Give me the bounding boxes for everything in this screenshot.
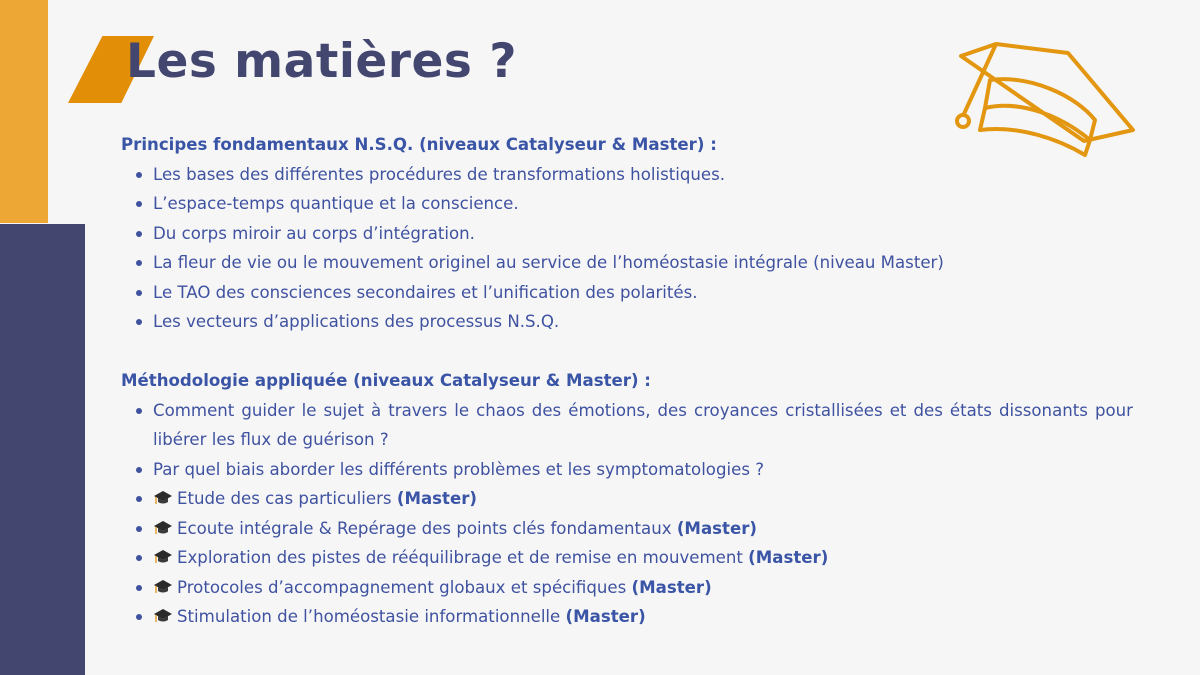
list-item: L’espace-temps quantique et la conscience. bbox=[121, 189, 1133, 219]
navy-side-bar bbox=[0, 224, 85, 675]
list-item: Du corps miroir au corps d’intégration. bbox=[121, 219, 1133, 249]
list-item: Les bases des différentes procédures de transformations holistiques. bbox=[121, 160, 1133, 190]
content bbox=[121, 130, 1133, 632]
graduation-cap-emoji-icon bbox=[153, 489, 173, 507]
graduation-cap-emoji-icon bbox=[153, 548, 173, 566]
principes-list bbox=[121, 160, 1133, 337]
list-item: Par quel biais aborder les différents problèmes et les symptomatologies ? bbox=[121, 455, 1133, 485]
section-heading-principes: Principes fondamentaux N.S.Q. (niveaux Catalyseur & Master) : bbox=[121, 135, 717, 154]
item-text: Stimulation de l’homéostasie informationnelle bbox=[177, 607, 566, 626]
item-text: Ecoute intégrale & Repérage des points clés fondamentaux bbox=[177, 518, 677, 538]
master-tag: (Master) bbox=[631, 577, 712, 597]
list-item: Le TAO des consciences secondaires et l’unification des polarités. bbox=[121, 278, 1133, 308]
page-title: Les matières ? bbox=[126, 34, 517, 89]
orange-side-bar bbox=[0, 0, 48, 223]
item-text: Etude des cas particuliers bbox=[177, 489, 397, 508]
list-item-master bbox=[121, 484, 1133, 514]
list-item-master bbox=[121, 514, 1133, 544]
methodologie-list bbox=[121, 396, 1133, 632]
list-item: Comment guider le sujet à travers le chaos des émotions, des croyances cristallisées et des états dissonants pour libérer les flux de guérison ? bbox=[121, 396, 1133, 455]
master-tag: (Master) bbox=[396, 489, 477, 508]
master-tag: (Master) bbox=[748, 548, 829, 567]
list-item: La fleur de vie ou le mouvement originel au service de l’homéostasie intégrale (niveau Master) bbox=[121, 248, 1133, 278]
item-text: Exploration des pistes de rééquilibrage et de remise en mouvement bbox=[177, 548, 749, 567]
list-item-master bbox=[121, 573, 1133, 603]
list-item-master bbox=[121, 602, 1133, 632]
list-item-master bbox=[121, 543, 1133, 573]
graduation-cap-emoji-icon bbox=[153, 519, 173, 537]
item-text: Protocoles d’accompagnement globaux et spécifiques bbox=[177, 577, 632, 597]
section-heading-methodologie: Méthodologie appliquée (niveaux Catalyseur & Master) : bbox=[121, 371, 651, 390]
master-tag: (Master) bbox=[565, 607, 646, 626]
graduation-cap-emoji-icon bbox=[153, 578, 173, 596]
graduation-cap-emoji-icon bbox=[153, 607, 173, 625]
master-tag: (Master) bbox=[676, 518, 757, 538]
list-item: Les vecteurs d’applications des processus N.S.Q. bbox=[121, 307, 1133, 337]
